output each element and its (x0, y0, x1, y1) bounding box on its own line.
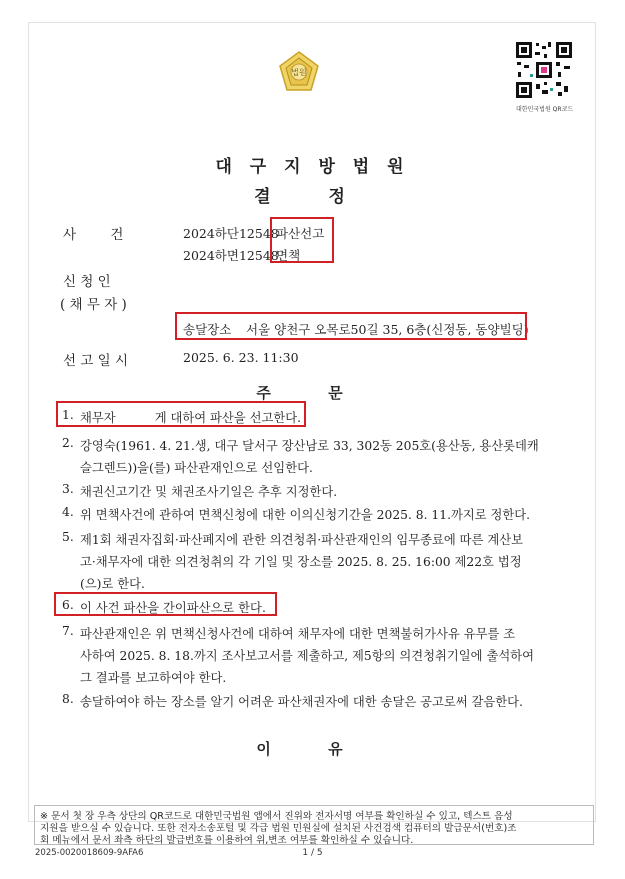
address-label: 송달장소 (183, 322, 232, 337)
footer-notice-line: 지원을 받으실 수 있습니다. 또한 전자소송포털 및 각급 법원 민원실에 설치된 사건검색 컴퓨터의 발급문서(번호)조 (40, 823, 517, 834)
case-number-1: 2024하단12548 (183, 226, 279, 241)
order-item-line: 송달하여야 하는 장소를 알기 어려운 파산채권자에 대한 송달은 공고로써 갈음한다. (80, 695, 523, 709)
qr-code-icon[interactable] (514, 40, 574, 100)
case-type-1: 파산선고 (276, 226, 325, 241)
order-item-line: 채권신고기간 및 채권조사기일은 추후 지정한다. (80, 485, 338, 499)
footer-notice-line: 회 메뉴에서 문서 좌측 하단의 발급번호를 이용하여 위,변조 여부를 확인하실 수 있습니다. (40, 835, 414, 846)
reason-section-title: 이 유 (256, 740, 369, 758)
qr-caption: 대한민국법원 QR코드 (516, 106, 574, 113)
order-item-number: 6. (62, 598, 74, 612)
address-value: 서울 양천구 오목로50길 35, 6층(신정동, 동양빌딩) (246, 322, 529, 337)
date-label: 선 고 일 시 (63, 353, 129, 369)
applicant-label: 신 청 인 (63, 274, 111, 290)
order-item-line: 파산관재인은 위 면책신청사건에 대하여 채무자에 대한 면책불허가사유 유무를 조 (80, 627, 516, 641)
order-item-line: 그 결과를 보고하여야 한다. (80, 671, 227, 685)
date-value: 2025. 6. 23. 11:30 (183, 350, 299, 365)
highlight-order-6 (54, 592, 277, 616)
order-item-line: 사하여 2025. 8. 18.까지 조사보고서를 제출하고, 제5항의 의견청취기일에 출석하여 (80, 649, 534, 663)
order-section-title: 주 문 (256, 384, 369, 402)
order-item-number: 2. (62, 436, 74, 450)
order-item-number: 8. (62, 692, 74, 706)
issue-number: 2025-0020018609-9AFA6 (35, 848, 144, 858)
document-type-title: 결 정 (254, 187, 371, 207)
footer-notice-line: ※ 문서 첫 장 우측 상단의 QR코드로 대한민국법원 앱에서 진위와 전자서명 여부를 확인하실 수 있고, 텍스트 음성 (40, 811, 513, 822)
order-item-number: 1. (62, 408, 74, 422)
highlight-case-type (270, 217, 334, 263)
seal-label: 법원 (291, 68, 307, 77)
order-item-line: 위 면책사건에 관하여 면책신청에 대한 이의신청기간을 2025. 8. 11.까지로 정한다. (80, 508, 531, 522)
order-item-line: 이 사건 파산을 간이파산으로 한다. (80, 601, 266, 615)
debtor-label: ( 채 무 자 ) (60, 297, 127, 313)
order-item-line: (으)로 한다. (80, 577, 145, 591)
order-item-number: 4. (62, 505, 74, 519)
order-item-number: 3. (62, 482, 74, 496)
order-item-line: 제1회 채권자집회·파산폐지에 관한 의견청취·파산관재인의 임무종료에 따른 계산보 (80, 533, 523, 547)
order-item-line: 슬그렌드))을(를) 파산관재인으로 선임한다. (80, 461, 313, 475)
order-item-line: 고·채무자에 대한 의견청취의 각 기일 및 장소를 2025. 8. 25. 16:00 제22호 법정 (80, 555, 522, 569)
court-name: 대 구 지 방 법 원 (215, 157, 410, 177)
court-seal-icon (277, 50, 321, 94)
case-label: 사 건 (63, 227, 124, 243)
page-indicator: 1 / 5 (302, 848, 323, 858)
order-item-number: 5. (62, 530, 74, 544)
highlight-address (175, 312, 527, 340)
case-number-2: 2024하면12548 (183, 248, 279, 263)
order-item-line: 채무자 게 대하여 파산을 선고한다. (80, 411, 302, 425)
order-item-line: 강영숙(1961. 4. 21.생, 대구 달서구 장산남로 33, 302동 205호(용산동, 용산롯데캐 (80, 439, 539, 453)
case-type-2: 면책 (276, 248, 301, 263)
highlight-order-1 (56, 401, 306, 427)
order-item-number: 7. (62, 624, 74, 638)
